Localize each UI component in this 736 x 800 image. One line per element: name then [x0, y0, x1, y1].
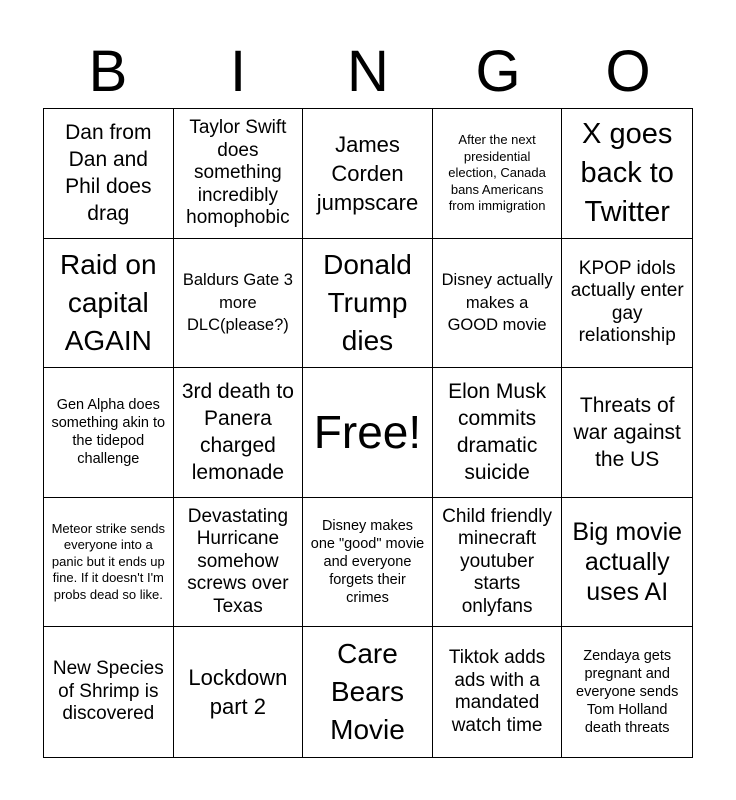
bingo-cell: [174, 627, 304, 757]
cell-text: Baldurs Gate 3 more DLC(please?): [182, 271, 293, 335]
header-letter-n: N: [347, 39, 389, 104]
free-space-cell: [303, 368, 433, 498]
cell-text: Child friendly minecraft youtuber starts onlyfans: [442, 505, 552, 617]
bingo-cell: [44, 368, 174, 498]
bingo-cell: [44, 627, 174, 757]
bingo-cell: [562, 498, 692, 628]
bingo-cell: [562, 239, 692, 369]
cell-text: Taylor Swift does something incredibly homophobic: [186, 117, 290, 229]
header-letter-i: I: [229, 39, 247, 104]
bingo-cell: [44, 498, 174, 628]
bingo-cell: [44, 239, 174, 369]
bingo-cell: [303, 627, 433, 757]
cell-text: 3rd death to Panera charged lemonade: [181, 380, 294, 485]
cell-text: Raid on capital AGAIN: [60, 248, 157, 356]
bingo-header: [43, 36, 693, 108]
bingo-cell: [433, 239, 563, 369]
header-letter-g: G: [475, 39, 521, 104]
header-letter-o: O: [605, 39, 651, 104]
bingo-cell: [433, 498, 563, 628]
bingo-cell: [44, 109, 174, 239]
cell-text: Donald Trump dies: [323, 248, 412, 356]
bingo-cell: [174, 498, 304, 628]
bingo-cell: [174, 109, 304, 239]
cell-text: Threats of war against the US: [573, 393, 681, 471]
free-space-text: Free!: [313, 406, 422, 459]
bingo-cell: [174, 239, 304, 369]
cell-text: Disney actually makes a GOOD movie: [441, 271, 553, 335]
cell-text: Dan from Dan and Phil does drag: [65, 121, 152, 226]
cell-text: Devastating Hurricane somehow screws over Texas: [187, 505, 289, 617]
cell-text: Care Bears Movie: [330, 638, 405, 746]
bingo-cell: [303, 109, 433, 239]
cell-text: X goes back to Twitter: [580, 117, 674, 228]
bingo-grid: [43, 108, 693, 758]
cell-text: New Species of Shrimp is discovered: [52, 658, 164, 725]
bingo-cell: [433, 368, 563, 498]
bingo-cell: [562, 368, 692, 498]
bingo-cell: [433, 627, 563, 757]
cell-text: Gen Alpha does something akin to the tidepod challenge: [51, 397, 166, 468]
bingo-cell: [174, 368, 304, 498]
bingo-cell: [303, 498, 433, 628]
cell-text: Big movie actually uses AI: [572, 518, 683, 607]
cell-text: Tiktok adds ads with a mandated watch time: [448, 647, 546, 736]
cell-text: James Corden jumpscare: [316, 131, 419, 215]
cell-text: Disney makes one "good" movie and everyone forgets their crimes: [310, 518, 425, 607]
cell-text: KPOP idols actually enter gay relationship: [570, 257, 684, 347]
bingo-cell: [562, 627, 692, 757]
cell-text: After the next presidential election, Canada bans Americans from immigration: [448, 132, 546, 214]
cell-text: Elon Musk commits dramatic suicide: [448, 380, 547, 485]
bingo-cell: [303, 239, 433, 369]
cell-text: Lockdown part 2: [188, 665, 288, 720]
bingo-cell: [433, 109, 563, 239]
cell-text: Zendaya gets pregnant and everyone sends Tom Holland death threats: [576, 648, 679, 737]
bingo-cell: [562, 109, 692, 239]
cell-text: Meteor strike sends everyone into a panic but it ends up fine. If it doesn't I'm probs dead so like.: [51, 520, 166, 602]
header-letter-b: B: [88, 39, 128, 104]
